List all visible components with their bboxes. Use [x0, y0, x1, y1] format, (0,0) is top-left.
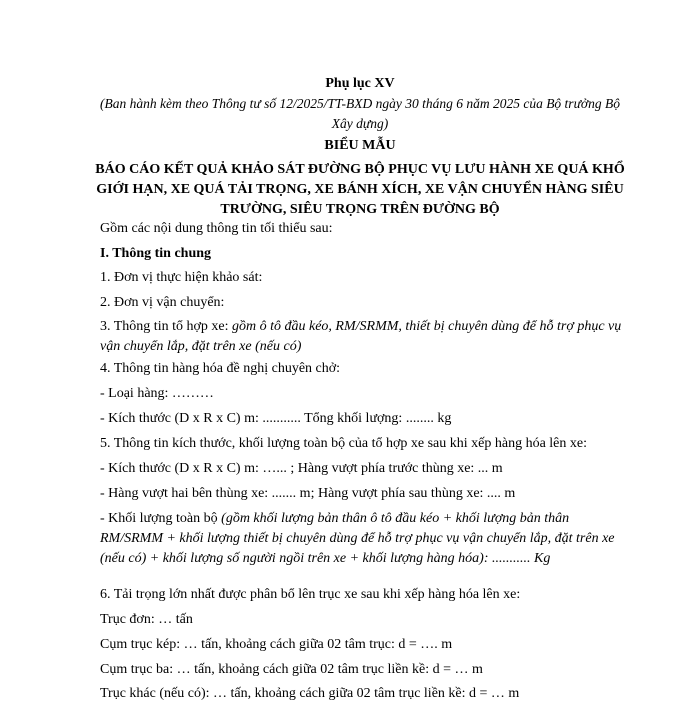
- axle-other: Trục khác (nếu có): … tấn, khoảng cách giữa 02 tâm trục liền kề: d = … m: [100, 686, 520, 701]
- intro-text: Gồm các nội dung thông tin tối thiểu sau:: [100, 221, 333, 236]
- item-combo-size-mass: 5. Thông tin kích thước, khối lượng toàn bộ của tổ hợp xe sau khi xếp hàng hóa lên xe:: [100, 436, 587, 451]
- axle-double: Cụm trục kép: … tấn, khoảng cách giữa 02 tâm trục: d = …. m: [100, 637, 453, 652]
- form-label: BIỂU MẪU: [324, 138, 396, 153]
- axle-triple: Cụm trục ba: … tấn, khoảng cách giữa 02 tâm trục liền kề: d = … m: [100, 662, 483, 677]
- combo-total-mass-note: (gồm khối lượng bản thân ô tô đầu kéo + khối lượng bản thân RM/SRMM + khối lượng thiết bị chuyên dùng để hỗ trợ phục vụ vận chuyển lắp, đặt trên xe (nếu có) + khối lượng số người ngồi trên xe + khối lượng hàng hóa): ........... Kg: [100, 511, 615, 566]
- goods-type: - Loại hàng: ………: [100, 386, 214, 401]
- item-axle-load: 6. Tải trọng lớn nhất được phân bổ lên trục xe sau khi xếp hàng hóa lên xe:: [100, 587, 521, 602]
- goods-dimensions: - Kích thước (D x R x C) m: ........... Tổng khối lượng: ........ kg: [100, 411, 452, 426]
- item-survey-unit: 1. Đơn vị thực hiện khảo sát:: [100, 270, 263, 285]
- item-vehicle-combo-note: gồm ô tô đầu kéo, RM/SRMM, thiết bị chuyên dùng để hỗ trợ phục vụ vận chuyển lắp, đặt trên xe (nếu có): [100, 319, 622, 354]
- item-transport-unit: 2. Đơn vị vận chuyển:: [100, 295, 225, 310]
- combo-overhang: - Hàng vượt hai bên thùng xe: ....... m; Hàng vượt phía sau thùng xe: .... m: [100, 486, 516, 501]
- report-title: BÁO CÁO KẾT QUẢ KHẢO SÁT ĐƯỜNG BỘ PHỤC VỤ LƯU HÀNH XE QUÁ KHỔ GIỚI HẠN, XE QUÁ TẢI TRỌNG, XE BÁNH XÍCH, XE VẬN CHUYỂN HÀNG SIÊU TRƯỜNG, SIÊU TRỌNG TRÊN ĐƯỜNG BỘ: [95, 162, 625, 217]
- combo-total-mass: [100, 509, 630, 569]
- combo-total-mass-label: - Khối lượng toàn bộ: [100, 511, 222, 526]
- item-vehicle-combo-label: 3. Thông tin tổ hợp xe:: [100, 319, 232, 334]
- appendix-title: Phụ lục XV: [325, 76, 395, 91]
- axle-single: Trục đơn: … tấn: [100, 612, 193, 627]
- item-goods-info: 4. Thông tin hàng hóa đề nghị chuyên chở:: [100, 361, 341, 376]
- issuance-note: (Ban hành kèm theo Thông tư số 12/2025/TT-BXD ngày 30 tháng 6 năm 2025 của Bộ trưởng Bộ Xây dựng): [99, 96, 621, 131]
- section-general-info: I. Thông tin chung: [100, 246, 212, 261]
- item-vehicle-combo: [100, 317, 630, 357]
- combo-dimensions: - Kích thước (D x R x C) m: …... ; Hàng vượt phía trước thùng xe: ... m: [100, 461, 503, 476]
